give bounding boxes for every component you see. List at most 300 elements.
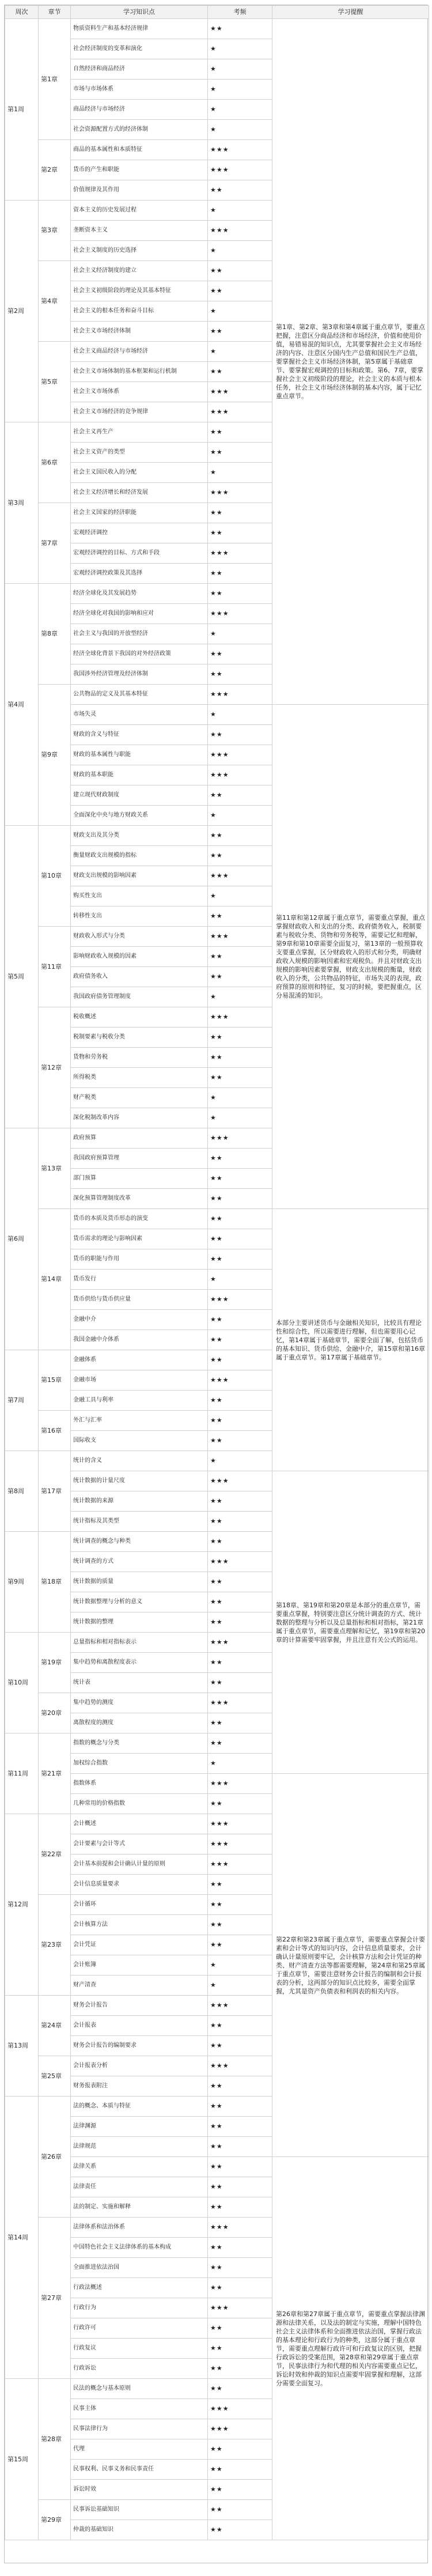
- frequency-stars: ★★★: [208, 2218, 272, 2238]
- frequency-stars: ★★: [208, 1249, 272, 1270]
- knowledge-point-cell: 社会主义再生产: [71, 422, 208, 443]
- knowledge-point-cell: 社会主义市场体系: [71, 382, 208, 402]
- chapter-cell: 第11章: [39, 927, 71, 1007]
- frequency-stars: ★★: [208, 1794, 272, 1814]
- week-cell: 第13周: [5, 1996, 39, 2097]
- knowledge-point-cell: 统计指标及其类型: [71, 1512, 208, 1532]
- chapter-cell: 第23章: [39, 1895, 71, 1996]
- knowledge-point-cell: 垄断资本主义: [71, 221, 208, 241]
- knowledge-point-cell: 政府债务收入: [71, 967, 208, 987]
- knowledge-point-cell: 所得税类: [71, 1068, 208, 1088]
- knowledge-point-cell: 社会主义市场经济的竞争规律: [71, 402, 208, 422]
- knowledge-point-cell: 财政的基本职能: [71, 765, 208, 785]
- knowledge-point-cell: 社会主义经济增长和经济发展: [71, 483, 208, 503]
- week-cell: 第9周: [5, 1532, 39, 1633]
- frequency-stars: ★★: [208, 2520, 272, 2540]
- frequency-stars: ★: [208, 1955, 272, 1976]
- knowledge-point-cell: 我国政府债务管理制度: [71, 987, 208, 1007]
- header-chapter: 章节: [39, 6, 71, 19]
- knowledge-point-cell: 影响财政收入规模的因素: [71, 947, 208, 967]
- knowledge-point-cell: 社会主义制度的历史选择: [71, 241, 208, 261]
- knowledge-point-cell: 诉讼时效: [71, 2480, 208, 2500]
- frequency-stars: ★★: [208, 2480, 272, 2500]
- knowledge-point-cell: 物质资料生产和基本经济规律: [71, 19, 208, 39]
- frequency-stars: ★★: [208, 1592, 272, 1612]
- frequency-stars: ★★: [208, 1411, 272, 1431]
- week-cell: 第10周: [5, 1633, 39, 1733]
- chapter-cell: 第25章: [39, 2056, 71, 2097]
- knowledge-point-cell: 货币发行: [71, 1270, 208, 1290]
- chapter-cell: 第5章: [39, 342, 71, 422]
- week-cell: 第3周: [5, 422, 39, 584]
- frequency-stars: ★: [208, 59, 272, 80]
- knowledge-point-cell: 会计核算方法: [71, 1915, 208, 1935]
- frequency-stars: ★: [208, 201, 272, 221]
- frequency-stars: ★★: [208, 281, 272, 301]
- knowledge-point-cell: 全面推进依法治国: [71, 2258, 208, 2278]
- knowledge-point-cell: 代理: [71, 2439, 208, 2460]
- knowledge-point-cell: 货物和劳务税: [71, 1048, 208, 1068]
- knowledge-point-cell: 民事权利、民事义务和民事责任: [71, 2460, 208, 2480]
- knowledge-point-cell: 财政的含义与特征: [71, 725, 208, 745]
- frequency-stars: ★★: [208, 2460, 272, 2480]
- frequency-stars: ★★★: [208, 765, 272, 785]
- study-tip-cell: 第26章和第27章属于重点章节，需要重点掌握法律渊源和法律关系，以及法的制定与实施，理解中国特色社会主义法律体系和全面推进依法治国，掌握行政法的基本理论和行政行为的种类，这部分属于重点章节，需要重点理解行政许可和行政复议的区别，把握行政诉讼的受案范围，第28章和第29章属于重点章节，民事法律行为和代理的相关内容需要重点记忆，诉讼时效和仲裁的知识点需要牢固掌握和理解，这部分需要全面复习。: [272, 2157, 429, 2540]
- frequency-stars: ★★: [208, 664, 272, 685]
- frequency-stars: ★★★: [208, 1814, 272, 1834]
- chapter-cell: 第12章: [39, 1007, 71, 1128]
- knowledge-point-cell: 货币供给与货币供应量: [71, 1290, 208, 1310]
- knowledge-point-cell: 财产清查: [71, 1976, 208, 1996]
- frequency-stars: ★★: [208, 322, 272, 342]
- frequency-stars: ★★: [208, 2137, 272, 2157]
- frequency-stars: ★★: [208, 564, 272, 584]
- frequency-stars: ★★: [208, 644, 272, 664]
- frequency-stars: ★★★: [208, 140, 272, 160]
- knowledge-point-cell: 几种常用的价格指数: [71, 1794, 208, 1814]
- frequency-stars: ★★: [208, 785, 272, 806]
- frequency-stars: ★★★: [208, 1854, 272, 1875]
- knowledge-point-cell: 商品经济与市场经济: [71, 100, 208, 120]
- frequency-stars: ★★: [208, 1330, 272, 1350]
- chapter-cell: 第20章: [39, 1693, 71, 1733]
- knowledge-point-cell: 仲裁的基础知识: [71, 2520, 208, 2540]
- knowledge-point-cell: 外汇与汇率: [71, 1411, 208, 1431]
- knowledge-point-cell: 法的概念、本质与特征: [71, 2097, 208, 2117]
- knowledge-point-cell: 法律责任: [71, 2177, 208, 2197]
- frequency-stars: ★★★: [208, 1633, 272, 1653]
- knowledge-point-cell: 宏观经济调控: [71, 523, 208, 543]
- knowledge-point-cell: 自然经济和商品经济: [71, 59, 208, 80]
- frequency-stars: ★★★: [208, 1693, 272, 1713]
- knowledge-point-cell: 财政支出规模的影响因素: [71, 866, 208, 886]
- frequency-stars: ★: [208, 241, 272, 261]
- frequency-stars: ★★: [208, 2359, 272, 2379]
- knowledge-point-cell: 公共物品的定义及其基本特征: [71, 685, 208, 705]
- knowledge-point-cell: 金融工具与利率: [71, 1391, 208, 1411]
- knowledge-point-cell: 民事主体: [71, 2399, 208, 2419]
- week-cell: 第7周: [5, 1350, 39, 1451]
- frequency-stars: ★★★: [208, 1290, 272, 1310]
- knowledge-point-cell: 经济全球化及其发展趋势: [71, 584, 208, 604]
- knowledge-point-cell: 深化预算管理制度改革: [71, 1189, 208, 1209]
- chapter-cell: 第9章: [39, 685, 71, 826]
- knowledge-point-cell: 政府预算: [71, 1128, 208, 1149]
- frequency-stars: ★★★: [208, 483, 272, 503]
- frequency-stars: ★★: [208, 1491, 272, 1512]
- frequency-stars: ★★: [208, 2197, 272, 2218]
- knowledge-point-cell: 会计凭证: [71, 1935, 208, 1955]
- knowledge-point-cell: 指数的概念与分类: [71, 1733, 208, 1754]
- knowledge-point-cell: 价值规律及其作用: [71, 180, 208, 201]
- knowledge-point-cell: 法律规范: [71, 2137, 208, 2157]
- frequency-stars: ★★: [208, 1068, 272, 1088]
- frequency-stars: ★★: [208, 947, 272, 967]
- chapter-cell: 第15章: [39, 1350, 71, 1411]
- week-cell: 第5周: [5, 826, 39, 1128]
- knowledge-point-cell: 行政复议: [71, 2339, 208, 2359]
- chapter-cell: 第14章: [39, 1209, 71, 1350]
- knowledge-point-cell: 行政诉讼: [71, 2359, 208, 2379]
- frequency-stars: ★★: [208, 1149, 272, 1169]
- frequency-stars: ★: [208, 39, 272, 59]
- chapter-cell: 第17章: [39, 1451, 71, 1532]
- knowledge-point-cell: 商品的基本属性和本质特征: [71, 140, 208, 160]
- knowledge-point-cell: 会计报表: [71, 2016, 208, 2036]
- frequency-stars: ★: [208, 1108, 272, 1128]
- knowledge-point-cell: 会计概述: [71, 1814, 208, 1834]
- knowledge-point-cell: 法律体系和法治体系: [71, 2218, 208, 2238]
- knowledge-point-cell: 会计报表分析: [71, 2056, 208, 2076]
- knowledge-point-cell: 统计数据的来源: [71, 1491, 208, 1512]
- header-knowledge-point: 学习知识点: [71, 6, 208, 19]
- frequency-stars: ★★: [208, 846, 272, 866]
- knowledge-point-cell: 会计基本前提和会计确认计量的原则: [71, 1854, 208, 1875]
- frequency-stars: ★★: [208, 2177, 272, 2197]
- knowledge-point-cell: 税收概述: [71, 1007, 208, 1028]
- knowledge-point-cell: 财务会计报告的编制要求: [71, 2036, 208, 2056]
- knowledge-point-cell: 部门预算: [71, 1169, 208, 1189]
- frequency-stars: ★: [208, 301, 272, 322]
- knowledge-point-cell: 金融市场: [71, 1370, 208, 1391]
- chapter-cell: 第4章: [39, 261, 71, 342]
- chapter-cell: 第28章: [39, 2379, 71, 2500]
- frequency-stars: ★★: [208, 1572, 272, 1592]
- frequency-stars: ★★: [208, 1935, 272, 1955]
- knowledge-point-cell: 我国政府预算管理: [71, 1149, 208, 1169]
- knowledge-point-cell: 社会主义市场经济体制: [71, 322, 208, 342]
- frequency-stars: ★★: [208, 523, 272, 543]
- knowledge-point-cell: 社会主义国家的经济职能: [71, 503, 208, 523]
- knowledge-point-cell: 会计账簿: [71, 1955, 208, 1976]
- frequency-stars: ★: [208, 342, 272, 362]
- table-row: [5, 19, 429, 39]
- frequency-stars: ★★: [208, 2258, 272, 2278]
- frequency-stars: ★★: [208, 19, 272, 39]
- knowledge-point-cell: 资本主义的历史发展过程: [71, 201, 208, 221]
- study-tip-cell: 第18章、第19章和第20章是本部分的重点章节，需要重点掌握，特别要注意区分统计调查的方式、统计数据的整理与分析以及总量指标和相对指标，第21章属于重点章节，需要重点理解和记忆，第19章和第20章的计算需要牢固掌握，并且注意有关公式的运用。: [272, 1471, 429, 1774]
- frequency-stars: ★: [208, 100, 272, 120]
- frequency-stars: ★: [208, 1088, 272, 1108]
- study-plan-sheet: [4, 5, 428, 2563]
- frequency-stars: ★★: [208, 967, 272, 987]
- knowledge-point-cell: 财务报表附注: [71, 2076, 208, 2097]
- knowledge-point-cell: 行政行为: [71, 2298, 208, 2318]
- knowledge-point-cell: 财务会计报告: [71, 1996, 208, 2016]
- frequency-stars: ★★★: [208, 745, 272, 765]
- study-plan-table: [5, 5, 429, 2540]
- frequency-stars: ★★: [208, 2036, 272, 2056]
- frequency-stars: ★★: [208, 1733, 272, 1754]
- frequency-stars: ★: [208, 80, 272, 100]
- frequency-stars: ★★★: [208, 685, 272, 705]
- frequency-stars: ★★★: [208, 1370, 272, 1391]
- week-cell: 第4周: [5, 584, 39, 826]
- knowledge-point-cell: 经济全球化对我国的影响和应对: [71, 604, 208, 624]
- frequency-stars: ★: [208, 1451, 272, 1471]
- knowledge-point-cell: 社会主义的根本任务和奋斗目标: [71, 301, 208, 322]
- frequency-stars: ★: [208, 1976, 272, 1996]
- frequency-stars: ★★★: [208, 1774, 272, 1794]
- week-cell: 第8周: [5, 1451, 39, 1532]
- frequency-stars: ★★: [208, 2076, 272, 2097]
- knowledge-point-cell: 总量指标和相对指标表示: [71, 1633, 208, 1653]
- frequency-stars: ★★: [208, 2318, 272, 2339]
- knowledge-point-cell: 民事诉讼基础知识: [71, 2500, 208, 2520]
- knowledge-point-cell: 社会主义经济制度的建立: [71, 261, 208, 281]
- frequency-stars: ★★: [208, 2117, 272, 2137]
- chapter-cell: 第10章: [39, 826, 71, 927]
- knowledge-point-cell: 财政收入形式与分类: [71, 927, 208, 947]
- week-cell: 第12周: [5, 1814, 39, 1996]
- week-cell: 第15周: [5, 2379, 39, 2540]
- chapter-cell: 第13章: [39, 1128, 71, 1209]
- knowledge-point-cell: 财政的基本属性与职能: [71, 745, 208, 765]
- knowledge-point-cell: 全面深化中央与地方财政关系: [71, 806, 208, 826]
- frequency-stars: ★★: [208, 1532, 272, 1552]
- knowledge-point-cell: 法律关系: [71, 2157, 208, 2177]
- frequency-stars: ★★: [208, 503, 272, 523]
- frequency-stars: ★★: [208, 2439, 272, 2460]
- chapter-cell: 第27章: [39, 2218, 71, 2379]
- frequency-stars: ★★: [208, 1673, 272, 1693]
- knowledge-point-cell: 集中趋势和离散程度表示: [71, 1653, 208, 1673]
- frequency-stars: ★★: [208, 1875, 272, 1895]
- frequency-stars: ★: [208, 987, 272, 1007]
- frequency-stars: ★★: [208, 2016, 272, 2036]
- frequency-stars: ★★: [208, 443, 272, 463]
- frequency-stars: ★★: [208, 1895, 272, 1915]
- knowledge-point-cell: 购买性支出: [71, 886, 208, 906]
- frequency-stars: ★★: [208, 1612, 272, 1633]
- knowledge-point-cell: 离散程度的测度: [71, 1713, 208, 1733]
- frequency-stars: ★★: [208, 2500, 272, 2520]
- frequency-stars: ★★: [208, 2339, 272, 2359]
- chapter-cell: 第24章: [39, 1996, 71, 2056]
- knowledge-point-cell: 法的制定、实施和解释: [71, 2197, 208, 2218]
- table-body: [5, 19, 429, 2540]
- knowledge-point-cell: 衡量财政支出规模的指标: [71, 846, 208, 866]
- knowledge-point-cell: 我国涉外经济管理及经济体制: [71, 664, 208, 685]
- knowledge-point-cell: 统计数据整理与分析的意义: [71, 1592, 208, 1612]
- frequency-stars: ★: [208, 705, 272, 725]
- chapter-cell: 第22章: [39, 1814, 71, 1895]
- knowledge-point-cell: 市场失灵: [71, 705, 208, 725]
- knowledge-point-cell: 行政许可: [71, 2318, 208, 2339]
- frequency-stars: ★★: [208, 1169, 272, 1189]
- chapter-cell: 第21章: [39, 1733, 71, 1814]
- knowledge-point-cell: 货币的产生和职能: [71, 160, 208, 180]
- table-row: [5, 1209, 429, 1229]
- knowledge-point-cell: 会计循环: [71, 1895, 208, 1915]
- frequency-stars: ★★: [208, 2157, 272, 2177]
- frequency-stars: ★: [208, 806, 272, 826]
- knowledge-point-cell: 法律渊源: [71, 2117, 208, 2137]
- week-cell: 第14周: [5, 2097, 39, 2379]
- knowledge-point-cell: 行政法概述: [71, 2278, 208, 2298]
- week-cell: 第1周: [5, 19, 39, 201]
- frequency-stars: ★★★: [208, 2419, 272, 2439]
- frequency-stars: ★★: [208, 2379, 272, 2399]
- knowledge-point-cell: 统计表: [71, 1673, 208, 1693]
- frequency-stars: ★★★: [208, 866, 272, 886]
- chapter-cell: 第26章: [39, 2097, 71, 2218]
- frequency-stars: ★★★: [208, 1834, 272, 1854]
- study-tip-cell: 第11章和第12章属于重点章节，需要重点掌握，重点掌握财政收入和支出的分类、政府债务收入，税制要素与税收分类、货物和劳务税等，需要记忆和理解，第9章和第10章需要全面复习，第13章的一般预算收支要重点掌握，区分财政收入的形式和分类，明确财政收入规模的影响因素和宏观税负。并且对财政支出规模的影响因素要掌握，财政支出规模的衡量，财政收入的分类，公共物品的特征，市场失灵的表现，政府预算的原则和特征，复习的时候，要把握重点，区分易混淆的知识。: [272, 705, 429, 1209]
- frequency-stars: ★★: [208, 906, 272, 927]
- knowledge-point-cell: 社会经济制度的变革和演化: [71, 39, 208, 59]
- knowledge-point-cell: 社会主义国民收入的分配: [71, 463, 208, 483]
- frequency-stars: ★★★: [208, 1128, 272, 1149]
- knowledge-point-cell: 统计数据的质量: [71, 1572, 208, 1592]
- frequency-stars: ★★: [208, 1229, 272, 1249]
- knowledge-point-cell: 社会资源配置方式的经济体制: [71, 120, 208, 140]
- knowledge-point-cell: 统计数据的计量尺度: [71, 1471, 208, 1491]
- frequency-stars: ★★: [208, 422, 272, 443]
- frequency-stars: ★★★: [208, 382, 272, 402]
- week-cell: 第6周: [5, 1128, 39, 1350]
- header-week: 周次: [5, 6, 39, 19]
- week-cell: 第11周: [5, 1733, 39, 1814]
- frequency-stars: ★★: [208, 2278, 272, 2298]
- study-tip-cell: 第1章、第2章、第3章和第4章属于重点章节，要重点把握，注意区分商品经济和市场经济，价值和使用价值，易错易混的知识点，尤其要掌握社会主义市场经济的内容、注意区分国内生产总值和国民生产总值，要掌握社会主义市场经济体制，第5章属于基础章节、要掌握宏观调控的目标和政策。第6、7章，要掌握社会主义初级阶段的理论，社会主义的本质与根本任务，社会主义市场经济体制的基本内容，属于记忆重点章节。: [272, 19, 429, 705]
- knowledge-point-cell: 会计信息质量要求: [71, 1875, 208, 1895]
- week-cell: 第2周: [5, 201, 39, 422]
- frequency-stars: ★★★: [208, 221, 272, 241]
- frequency-stars: ★★: [208, 2238, 272, 2258]
- frequency-stars: ★★★: [208, 2399, 272, 2419]
- frequency-stars: ★★: [208, 1028, 272, 1048]
- header-frequency: 考频: [208, 6, 272, 19]
- frequency-stars: ★★★: [208, 1007, 272, 1028]
- knowledge-point-cell: 集中趋势的测度: [71, 1693, 208, 1713]
- frequency-stars: ★: [208, 624, 272, 644]
- knowledge-point-cell: 统计调查的概念与种类: [71, 1532, 208, 1552]
- knowledge-point-cell: 中国特色社会主义法律体系的基本构成: [71, 2238, 208, 2258]
- knowledge-point-cell: 金融中介: [71, 1310, 208, 1330]
- knowledge-point-cell: 社会主义初级阶段的理论及其基本特征: [71, 281, 208, 301]
- frequency-stars: ★★: [208, 362, 272, 382]
- knowledge-point-cell: 统计的含义: [71, 1451, 208, 1471]
- chapter-cell: 第2章: [39, 140, 71, 201]
- knowledge-point-cell: 社会主义与我国的开放型经济: [71, 624, 208, 644]
- chapter-cell: 第1章: [39, 19, 71, 140]
- knowledge-point-cell: 市场与市场体系: [71, 80, 208, 100]
- knowledge-point-cell: 金融体系: [71, 1350, 208, 1370]
- knowledge-point-cell: 宏观经济调控政策及其选择: [71, 564, 208, 584]
- knowledge-point-cell: 统计调查的方式: [71, 1552, 208, 1572]
- frequency-stars: ★★: [208, 1431, 272, 1451]
- knowledge-point-cell: 社会主义市场体制的基本框架和运行机制: [71, 362, 208, 382]
- knowledge-point-cell: 财政支出及其分类: [71, 826, 208, 846]
- frequency-stars: ★★★: [208, 160, 272, 180]
- table-header-row: [5, 6, 429, 19]
- knowledge-point-cell: 民事法律行为: [71, 2419, 208, 2439]
- frequency-stars: ★★: [208, 584, 272, 604]
- knowledge-point-cell: 货币的职能与作用: [71, 1249, 208, 1270]
- knowledge-point-cell: 货币的本质及货币形态的演变: [71, 1209, 208, 1229]
- frequency-stars: ★★: [208, 826, 272, 846]
- study-tip-cell: 本部分主要讲述货币与金融相关知识，比较具有理论性和综合性，所以需要进行理解，但也需要用心记忆，第14章属于基础章节，需要全面了解，包括货币的基本知识、货币供给、金融中介，第15章和第16章属于重点章节。第17章属于基础章节。: [272, 1209, 429, 1471]
- chapter-cell: 第7章: [39, 503, 71, 584]
- frequency-stars: ★: [208, 463, 272, 483]
- chapter-cell: 第3章: [39, 201, 71, 261]
- frequency-stars: ★★: [208, 261, 272, 281]
- knowledge-point-cell: 会计要素与会计等式: [71, 1834, 208, 1854]
- frequency-stars: ★★: [208, 1209, 272, 1229]
- knowledge-point-cell: 民法的概念与基本原则: [71, 2379, 208, 2399]
- knowledge-point-cell: 社会主义商品经济与市场经济: [71, 342, 208, 362]
- chapter-cell: 第6章: [39, 422, 71, 503]
- knowledge-point-cell: 税制要素与税收分类: [71, 1028, 208, 1048]
- frequency-stars: ★★: [208, 1189, 272, 1209]
- frequency-stars: ★★: [208, 1391, 272, 1411]
- knowledge-point-cell: 加权综合指数: [71, 1754, 208, 1774]
- knowledge-point-cell: 社会主义资产的类型: [71, 443, 208, 463]
- frequency-stars: ★★: [208, 1713, 272, 1733]
- frequency-stars: ★★★: [208, 927, 272, 947]
- frequency-stars: ★★: [208, 180, 272, 201]
- frequency-stars: ★★★: [208, 1471, 272, 1491]
- frequency-stars: ★★: [208, 1350, 272, 1370]
- frequency-stars: ★★: [208, 1048, 272, 1068]
- study-tip-cell: 第22章和第23章属于重点章节，需要重点掌握会计要素和会计等式的知识内容，会计信息质量要求，会计确认计量原则要牢记，会计核算方法和会计凭证的种类、财产清查方法等都需要理解，第24章和第25章属于重点章节，需要注意财务会计报告的编制和会计报表的分析，这两部分的知识点比较多，需要全面掌握，尤其是资产负债表和利润表的相关内容。: [272, 1774, 429, 2157]
- frequency-stars: ★★★: [208, 604, 272, 624]
- frequency-stars: ★★: [208, 725, 272, 745]
- chapter-cell: 第19章: [39, 1633, 71, 1693]
- knowledge-point-cell: 转移性支出: [71, 906, 208, 927]
- frequency-stars: ★★: [208, 1512, 272, 1532]
- frequency-stars: ★: [208, 1270, 272, 1290]
- knowledge-point-cell: 经济全球化背景下我国的对外经济政策: [71, 644, 208, 664]
- frequency-stars: ★★★: [208, 1552, 272, 1572]
- frequency-stars: ★: [208, 886, 272, 906]
- chapter-cell: 第29章: [39, 2500, 71, 2540]
- knowledge-point-cell: 建立现代财政制度: [71, 785, 208, 806]
- frequency-stars: ★★: [208, 1310, 272, 1330]
- knowledge-point-cell: 宏观经济调控的目标、方式和手段: [71, 543, 208, 564]
- frequency-stars: ★★: [208, 2097, 272, 2117]
- knowledge-point-cell: 指数体系: [71, 1774, 208, 1794]
- frequency-stars: ★★: [208, 1653, 272, 1673]
- frequency-stars: ★★★: [208, 543, 272, 564]
- chapter-cell: 第18章: [39, 1532, 71, 1633]
- knowledge-point-cell: 货币需求的理论与影响因素: [71, 1229, 208, 1249]
- knowledge-point-cell: 国际收支: [71, 1431, 208, 1451]
- frequency-stars: ★: [208, 1754, 272, 1774]
- chapter-cell: 第16章: [39, 1411, 71, 1451]
- knowledge-point-cell: 财产税类: [71, 1088, 208, 1108]
